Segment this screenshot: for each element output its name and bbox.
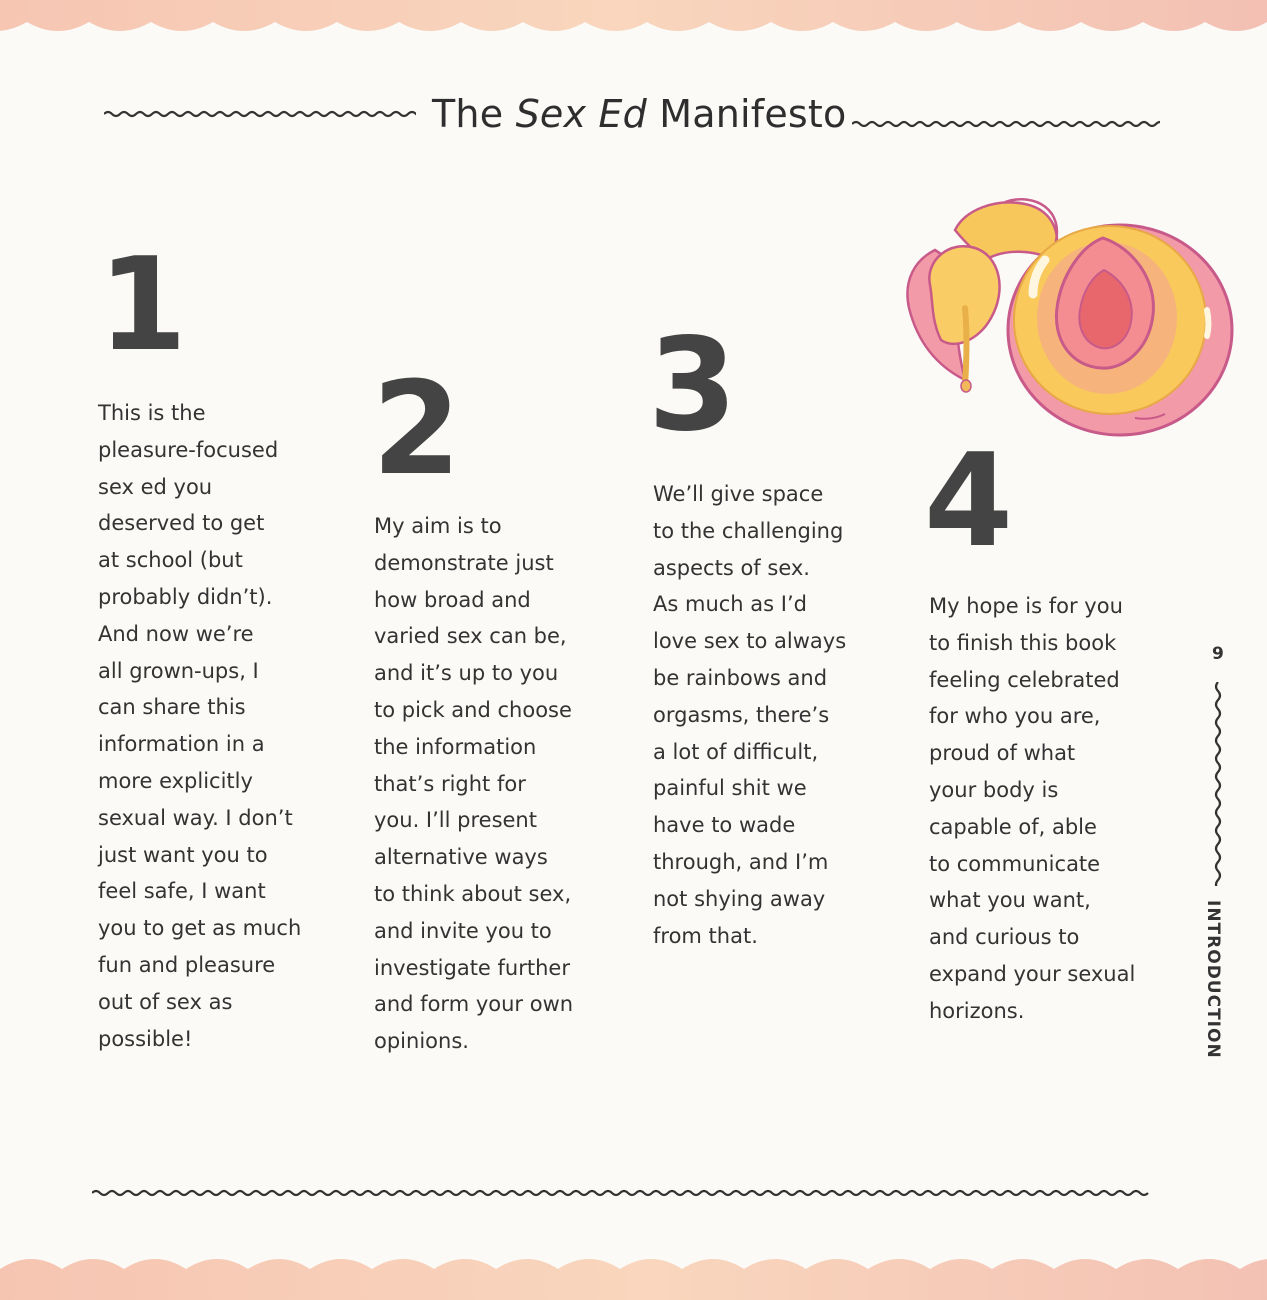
point-3-text: We’ll give space to the challenging aspects of sex. As much as I’d love sex to always be rainbows and orgasms, there’s a lot of difficult, painful shit we have to wade through, and I’m not shying away from that. [653, 482, 847, 948]
peach-half-icon [895, 190, 1235, 445]
title-left-squiggle [104, 106, 416, 122]
point-1-number: 1 [98, 231, 188, 380]
point-2-number: 2 [372, 355, 462, 504]
page-number: 9 [1212, 644, 1224, 664]
section-label: INTRODUCTION [1203, 900, 1223, 1059]
title-right-squiggle [852, 116, 1160, 132]
point-4-text: My hope is for you to finish this book feeling celebrated for who you are, proud of what your body is capable of, able to communicate what you want, and curious to expand your sexual horizons. [929, 594, 1136, 1023]
page-title [432, 92, 846, 136]
side-squiggle [1208, 682, 1228, 886]
bottom-squiggle [92, 1184, 1150, 1202]
top-wavy-band [0, 0, 1267, 46]
title-italic: Sex Ed [515, 92, 647, 136]
point-3-number: 3 [648, 311, 738, 460]
point-1-text: This is the pleasure-focused sex ed you deserved to get at school (but probably didn’t). And now we’re all grown-ups, I can share this information in a more explicitly sexual way. I don’t just want you to feel safe, I want you to get as much fun and pleasure out of sex as possible! [98, 401, 302, 1051]
bottom-wavy-band [0, 1245, 1267, 1300]
title-post: Manifesto [646, 92, 847, 136]
point-2-text: My aim is to demonstrate just how broad and varied sex can be, and it’s up to you to pick and choose the information that’s right for you. I’ll present alternative ways to think about sex, and invite you to investigate further and form your own opinions. [374, 514, 574, 1054]
title-pre: The [432, 92, 516, 136]
point-4-number: 4 [924, 427, 1014, 576]
